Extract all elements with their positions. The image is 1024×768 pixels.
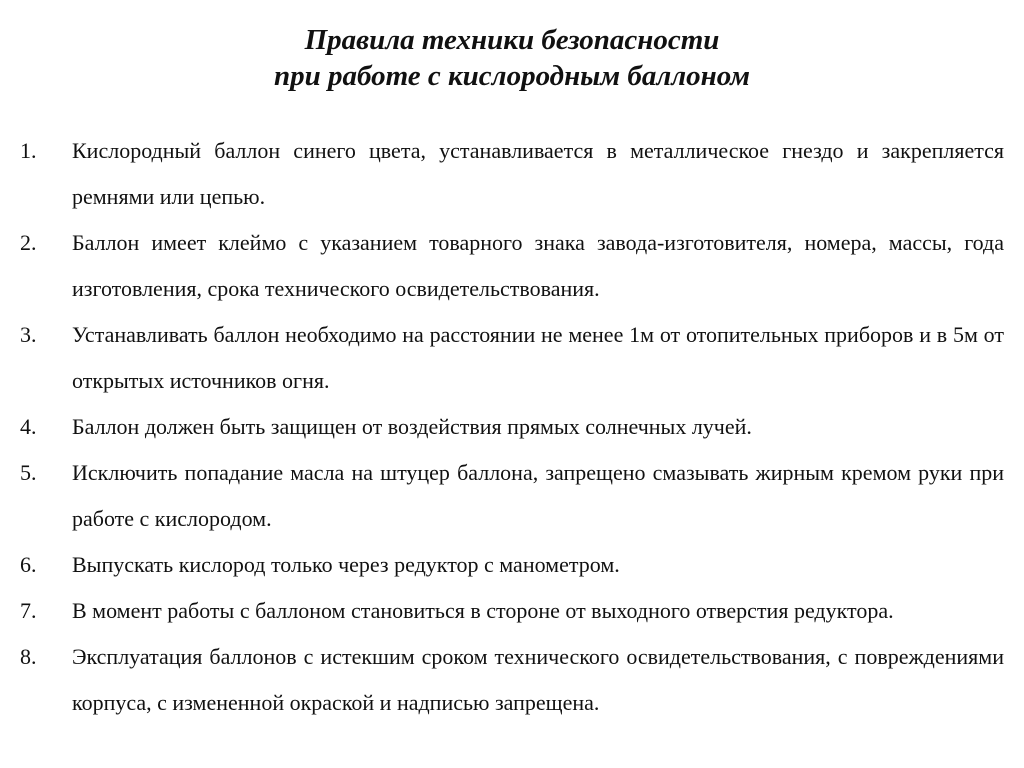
rule-text: Исключить попадание масла на штуцер баллона, запрещено смазывать жирным кремом руки при работе с кислородом.	[72, 460, 1004, 531]
rule-text: Кислородный баллон синего цвета, устанавливается в металлическое гнездо и закрепляется ремнями или цепью.	[72, 138, 1004, 209]
rule-number: 1.	[20, 138, 37, 163]
rule-item-3	[20, 312, 1004, 404]
rule-text: Выпускать кислород только через редуктор с манометром.	[72, 552, 620, 577]
page-title	[0, 22, 1024, 94]
rule-number: 4.	[20, 414, 37, 439]
rule-number: 3.	[20, 322, 37, 347]
title-line-1: Правила техники безопасности	[304, 24, 720, 56]
rules-list	[20, 128, 1004, 726]
rule-number: 7.	[20, 598, 37, 623]
rule-item-5	[20, 450, 1004, 542]
rule-text: Баллон имеет клеймо с указанием товарного знака завода-изготовителя, номера, массы, года изготовления, срока технического освидетельствования.	[72, 230, 1004, 301]
rule-text: Баллон должен быть защищен от воздействия прямых солнечных лучей.	[72, 414, 752, 439]
rule-number: 6.	[20, 552, 37, 577]
rule-item-4	[20, 404, 1004, 450]
rule-item-1	[20, 128, 1004, 220]
rule-text: Устанавливать баллон необходимо на расстоянии не менее 1м от отопительных приборов и в 5м от открытых источников огня.	[72, 322, 1004, 393]
rule-number: 2.	[20, 230, 37, 255]
rule-text: В момент работы с баллоном становиться в стороне от выходного отверстия редуктора.	[72, 598, 894, 623]
rule-item-7	[20, 588, 1004, 634]
rule-number: 5.	[20, 460, 37, 485]
rule-text: Эксплуатация баллонов с истекшим сроком технического освидетельствования, с повреждениями корпуса, с измененной окраской и надписью запрещена.	[72, 644, 1004, 715]
rule-item-8	[20, 634, 1004, 726]
rule-item-6	[20, 542, 1004, 588]
rule-number: 8.	[20, 644, 37, 669]
title-line-2: при работе с кислородным баллоном	[273, 60, 751, 92]
rule-item-2	[20, 220, 1004, 312]
